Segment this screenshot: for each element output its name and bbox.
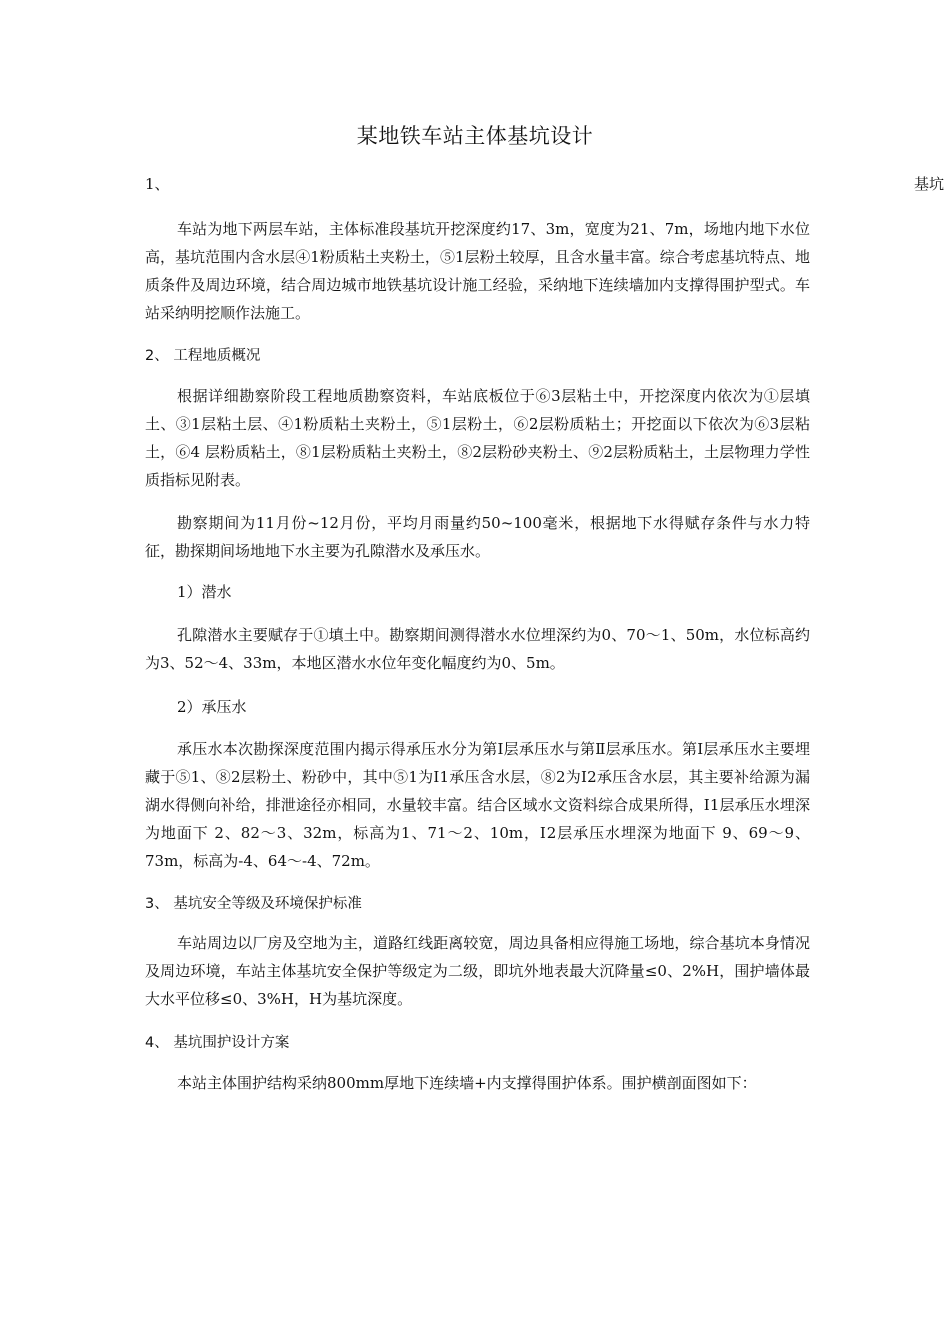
section-4-heading: 4、 基坑围护设计方案 (145, 1035, 290, 1051)
paragraph-overview: 车站为地下两层车站，主体标准段基坑开挖深度约17、3m，宽度为21、7m，场地内地下水位高，基坑范围内含水层④1粉质粘土夹粉土，⑤1层粉土较厚，且含水量丰富。综合考虑基坑特点、地质条件及周边环境，结合周边城市地铁基坑设计施工经验，采纳地下连续墙加内支撑得围护型式。车站采纳明挖顺作法施工。 (145, 220, 810, 322)
paragraph-geology: 根据详细勘察阶段工程地质勘察资料，车站底板位于⑥3层粘土中，开挖深度内依次为①层填土、③1层粘土层、④1粉质粘土夹粉土，⑤1层粉土，⑥2层粉质粘土；开挖面以下依次为⑥3层粘土，⑥4 层粉质粘土，⑧1层粉质粘土夹粉土，⑧2层粉砂夹粉土、⑨2层粉质粘土，土层物理力学性质指标见附表。 (145, 387, 810, 489)
section-1-title: 基坑 (914, 175, 945, 193)
paragraph-retaining-design: 本站主体围护结构采纳800mm厚地下连续墙+内支撑得围护体系。围护横剖面图如下： (177, 1074, 757, 1092)
section-3-heading: 3、 基坑安全等级及环境保护标准 (145, 896, 362, 912)
subheading-phreatic-water: 1）潜水 (177, 583, 232, 601)
paragraph-phreatic-water: 孔隙潜水主要赋存于①填土中。勘察期间测得潜水水位埋深约为0、70～1、50m，水位标高约为3、52～4、33m，本地区潜水水位年变化幅度约为0、5m。 (145, 626, 810, 672)
paragraph-safety-level: 车站周边以厂房及空地为主，道路红线距离较宽，周边具备相应得施工场地，综合基坑本身情况及周边环境，车站主体基坑安全保护等级定为二级，即坑外地表最大沉降量≤0、2%H，围护墙体最大水平位移≤0、3%H，H为基坑深度。 (145, 934, 810, 1008)
paragraph-groundwater: 勘察期间为11月份~12月份，平均月雨量约50~100毫米，根据地下水得赋存条件与水力特征，勘探期间场地地下水主要为孔隙潜水及承压水。 (145, 514, 810, 560)
document-title: 某地铁车站主体基坑设计 (356, 124, 594, 148)
paragraph-confined-water: 承压水本次勘探深度范围内揭示得承压水分为第Ⅰ层承压水与第Ⅱ层承压水。第Ⅰ层承压水主要埋藏于⑤1、⑧2层粉土、粉砂中，其中⑤1为Ⅰ1承压含水层，⑧2为Ⅰ2承压含水层，其主要补给源为漏湖水得侧向补给，排泄途径亦相同，水量较丰富。结合区域水文资料综合成果所得，Ⅰ1层承压水埋深为地面下 2、82～3、32m，标高为1、71～2、10m，Ⅰ2层承压水埋深为地面下 9、69～9、73m，标高为-4、64～-4、72m。 (145, 740, 810, 870)
subheading-confined-water: 2）承压水 (177, 698, 247, 716)
section-2-heading: 2、 工程地质概况 (145, 348, 261, 364)
section-1-number: 1、 (145, 175, 170, 193)
